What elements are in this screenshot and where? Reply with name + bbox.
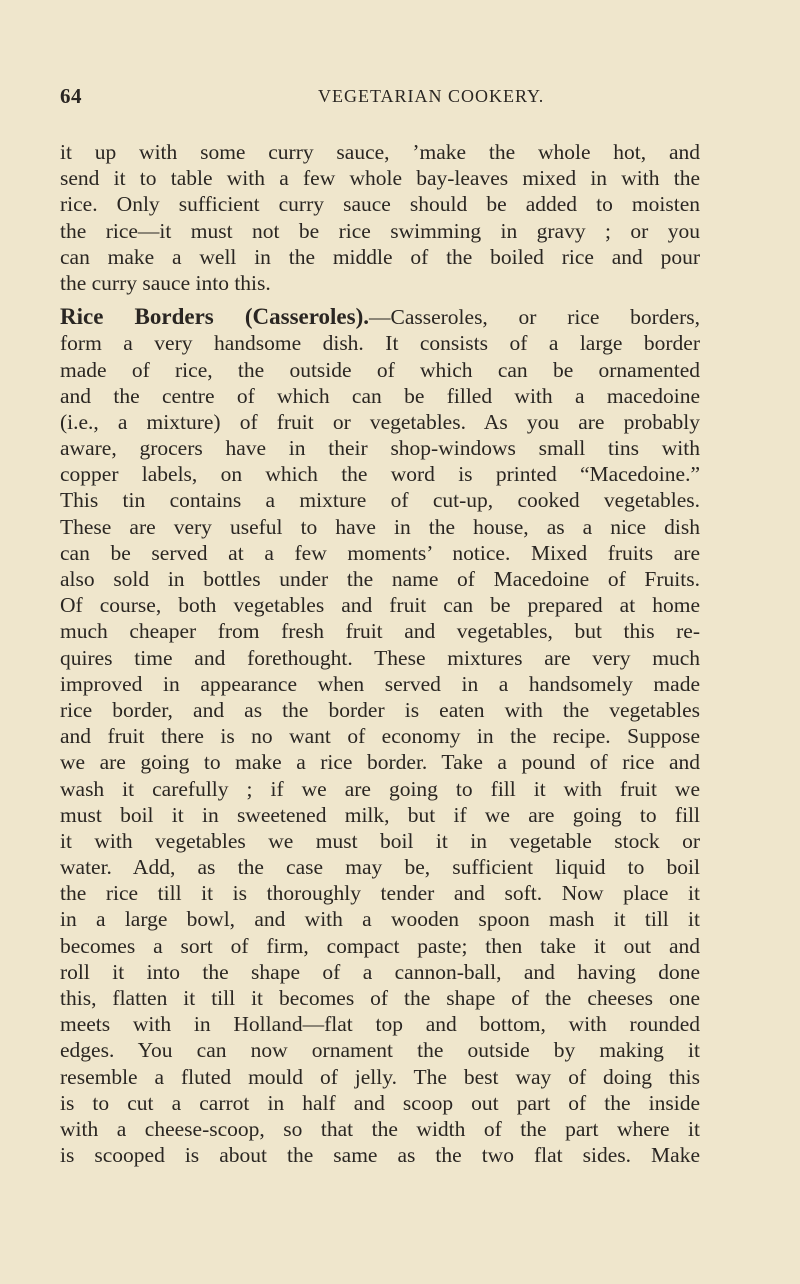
text-line: wash it carefully ; if we are going to fill it with fruit we: [60, 776, 700, 801]
text-line: is to cut a carrot in half and scoop out part of the inside: [60, 1090, 700, 1115]
text-line: (i.e., a mixture) of fruit or vegetables. As you are probably: [60, 409, 700, 434]
text-line: edges. You can now ornament the outside by making it: [60, 1038, 700, 1063]
text-line: and fruit there is no want of economy in the recipe. Suppose: [60, 724, 700, 749]
body-text: [60, 139, 700, 1168]
text-line: is scooped is about the same as the two flat sides. Make: [60, 1143, 700, 1168]
text-line: aware, grocers have in their shop-windows small tins with: [60, 436, 700, 461]
paragraph-curry: [60, 139, 700, 296]
section-first-line-text: —Casseroles, or rice borders,: [368, 305, 700, 330]
text-line: can make a well in the middle of the boiled rice and pour: [60, 244, 700, 269]
text-line: also sold in bottles under the name of Macedoine of Fruits.: [60, 567, 700, 591]
section-first-line: [60, 304, 700, 330]
text-line: roll it into the shape of a cannon-ball, and having done: [60, 959, 700, 984]
text-line: resemble a fluted mould of jelly. The best way of doing this: [60, 1064, 700, 1089]
section-heading: Rice Borders (Casseroles).: [60, 304, 369, 330]
running-head: [60, 84, 700, 112]
text-line: quires time and forethought. These mixtures are very much: [60, 645, 700, 670]
text-line: water. Add, as the case may be, sufficient liquid to boil: [60, 855, 700, 880]
text-line: it up with some curry sauce, ’make the whole hot, and: [60, 140, 700, 164]
paragraph-rice-borders: [60, 304, 700, 1168]
text-line: and the centre of which can be filled with a macedoine: [60, 383, 700, 408]
text-line: in a large bowl, and with a wooden spoon mash it till it: [60, 907, 700, 932]
text-line: the curry sauce into this.: [60, 270, 271, 295]
running-title: VEGETARIAN COOKERY.: [318, 86, 545, 106]
text-line: rice border, and as the border is eaten with the vegetables: [60, 697, 700, 722]
text-line: These are very useful to have in the house, as a nice dish: [60, 514, 700, 539]
text-line: send it to table with a few whole bay-leaves mixed in with the: [60, 166, 700, 191]
text-line: with a cheese-scoop, so that the width of the part where it: [60, 1116, 700, 1141]
page-number: 64: [60, 84, 82, 108]
text-line: copper labels, on which the word is printed “Macedoine.”: [60, 462, 700, 487]
text-line: it with vegetables we must boil it in vegetable stock or: [60, 828, 700, 853]
text-line: the rice—it must not be rice swimming in gravy ; or you: [60, 218, 700, 243]
text-line: we are going to make a rice border. Take a pound of rice and: [60, 750, 700, 775]
text-line: Of course, both vegetables and fruit can be prepared at home: [60, 593, 700, 618]
text-line: form a very handsome dish. It consists of a large border: [60, 331, 700, 356]
text-line: meets with in Holland—flat top and bottom, with rounded: [60, 1012, 700, 1037]
text-line: made of rice, the outside of which can be ornamented: [60, 357, 700, 382]
text-line: becomes a sort of firm, compact paste; then take it out and: [60, 933, 700, 958]
text-line: the rice till it is thoroughly tender and soft. Now place it: [60, 881, 700, 906]
text-line: rice. Only sufficient curry sauce should be added to moisten: [60, 192, 700, 217]
text-line: much cheaper from fresh fruit and vegetables, but this re-: [60, 619, 700, 644]
text-line: improved in appearance when served in a handsomely made: [60, 671, 700, 696]
text-line: must boil it in sweetened milk, but if we are going to fill: [60, 802, 700, 827]
text-line: This tin contains a mixture of cut-up, cooked vegetables.: [60, 488, 700, 513]
text-line: can be served at a few moments’ notice. Mixed fruits are: [60, 540, 700, 565]
text-line: this, flatten it till it becomes of the shape of the cheeses one: [60, 986, 700, 1010]
